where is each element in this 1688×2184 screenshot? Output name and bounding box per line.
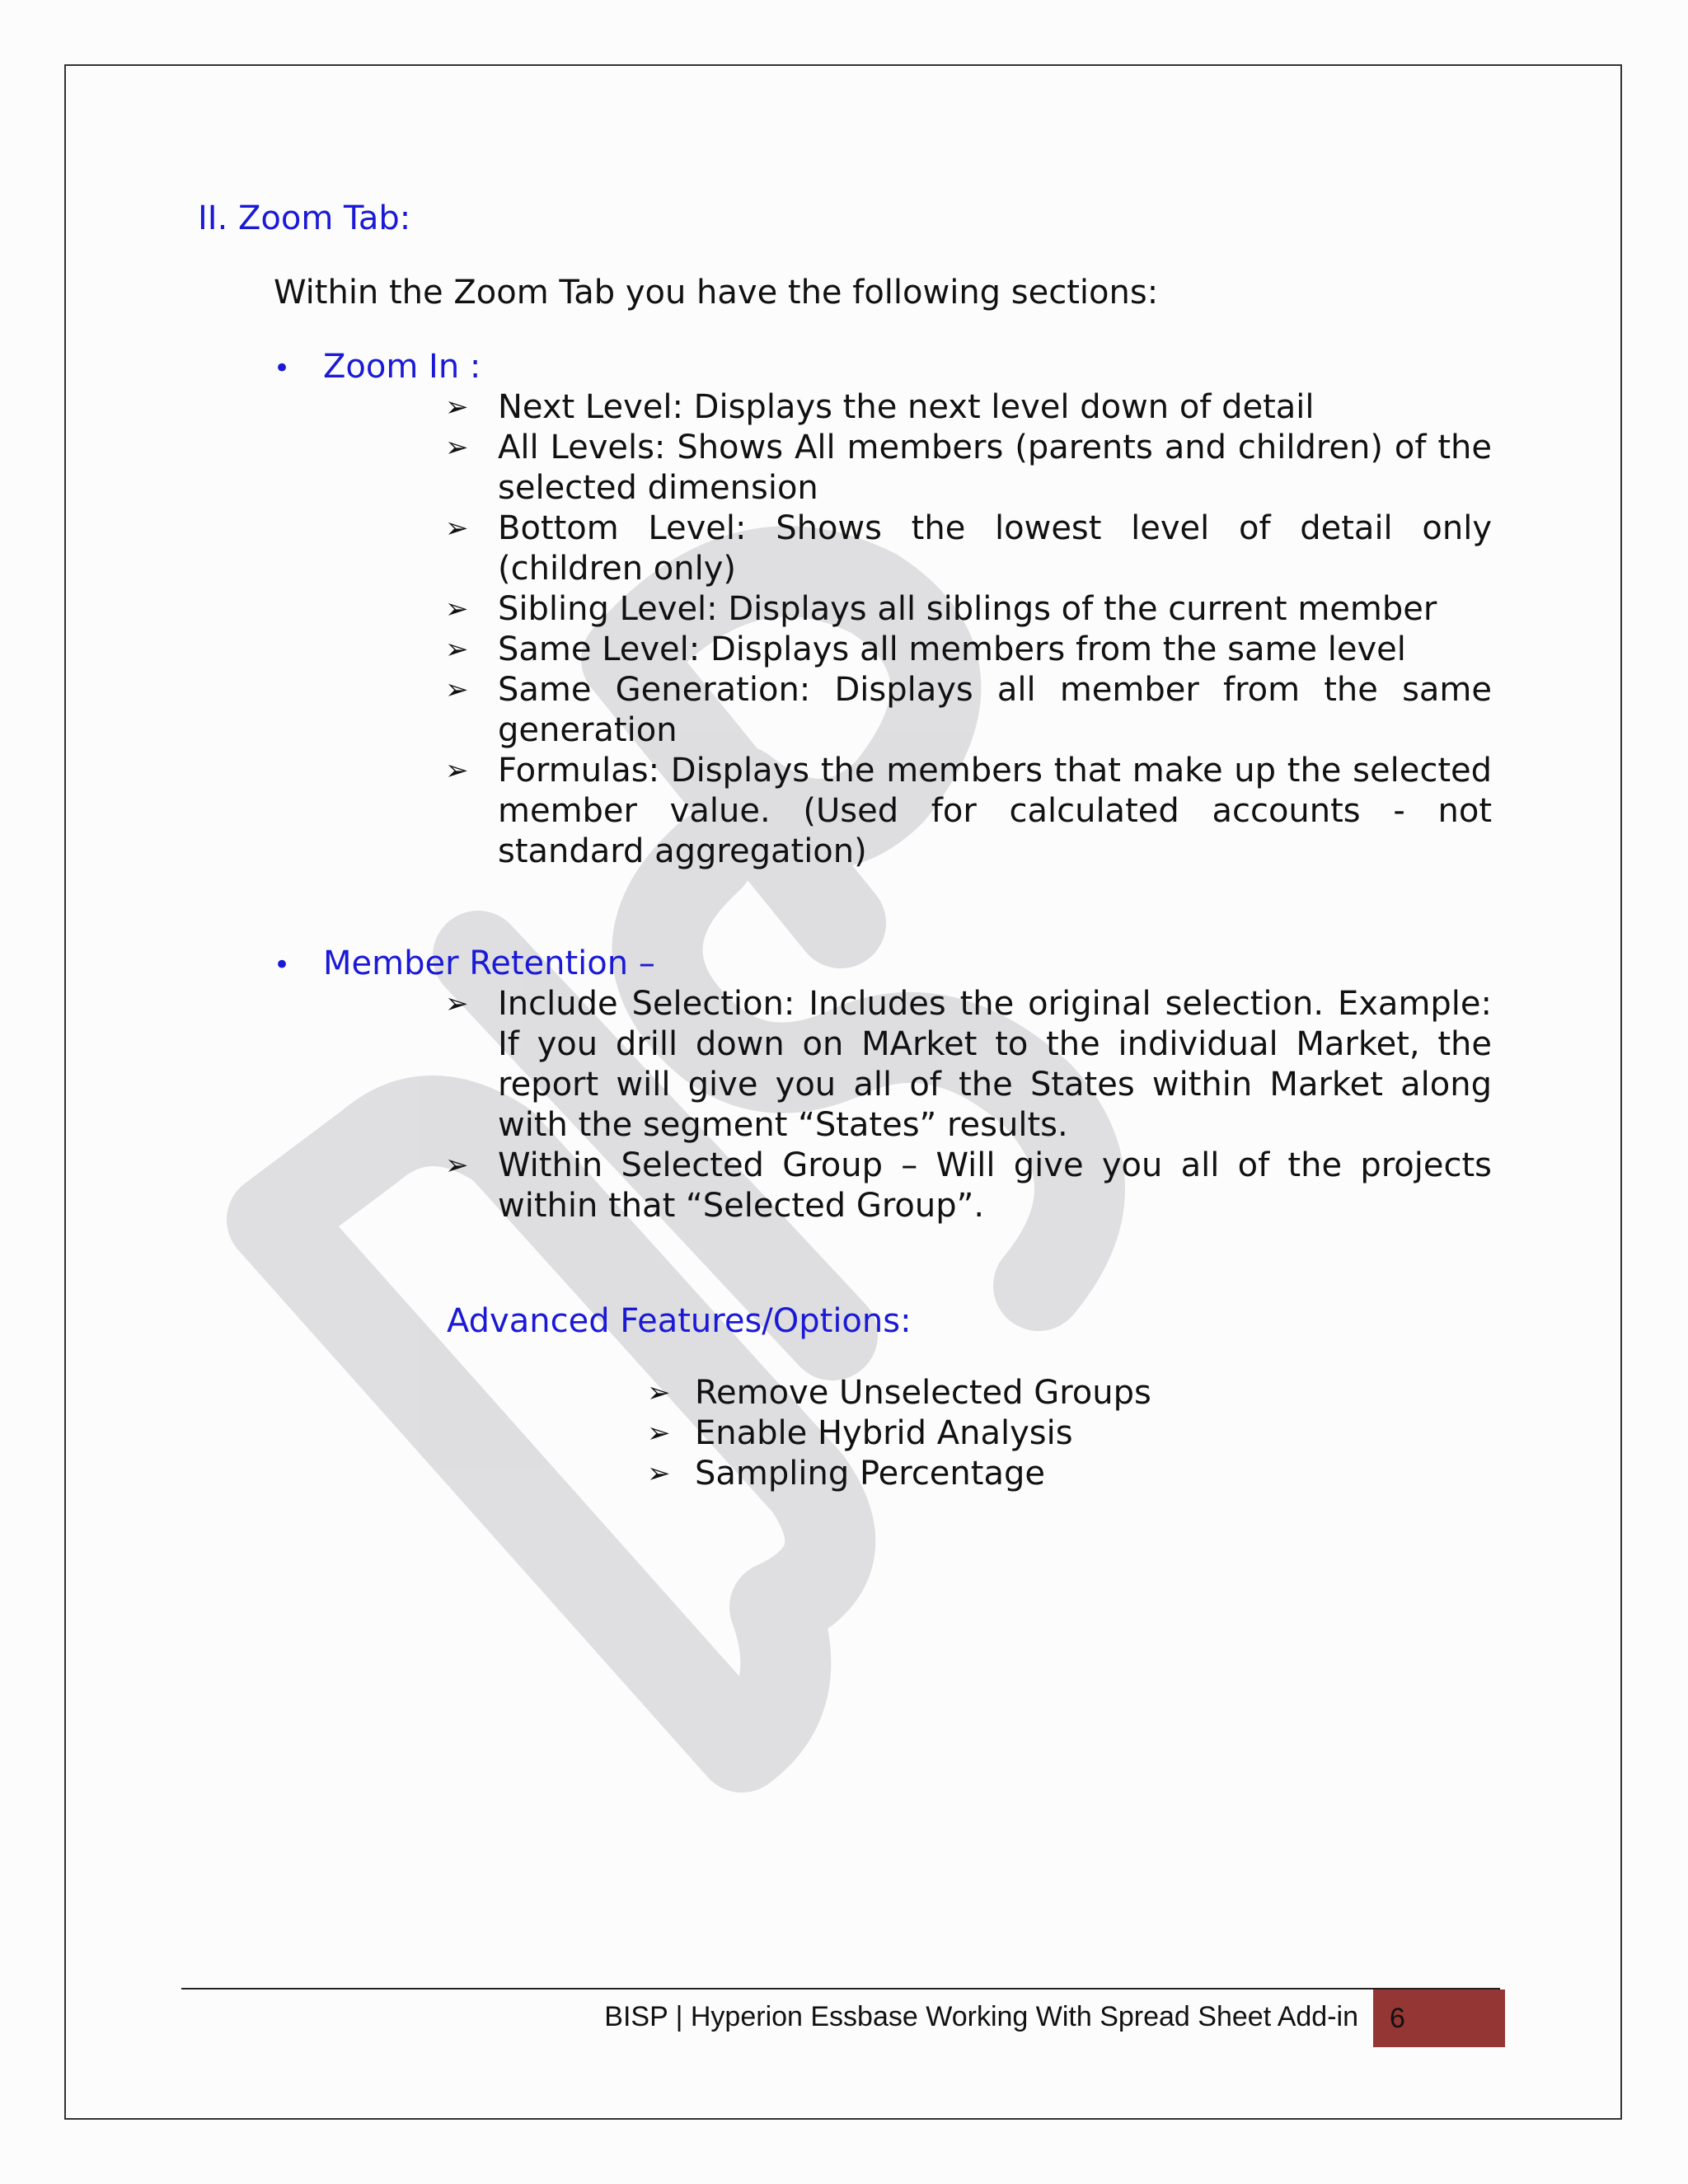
member-retention-heading — [274, 944, 655, 982]
list-item: ➢ Sampling Percentage — [647, 1455, 1045, 1493]
list-item: ➢ Formulas: Displays the members that make up the selected member value. (Used for calculated accounts - not standard aggregation) — [445, 752, 1492, 870]
advanced-heading: Advanced Features/Options: — [447, 1302, 912, 1340]
list-item: ➢ Next Level: Displays the next level down of detail — [445, 388, 1315, 426]
arrow-bullet-icon: ➢ — [445, 512, 469, 545]
zoom-in-heading — [274, 348, 481, 386]
arrow-bullet-icon: ➢ — [445, 431, 469, 464]
arrow-bullet-icon: ➢ — [445, 593, 469, 626]
arrow-bullet-icon: ➢ — [647, 1417, 671, 1450]
list-item: ➢ All Levels: Shows All members (parents and children) of the selected dimension — [445, 429, 1492, 507]
footer-divider — [181, 1988, 1500, 1990]
footer-text: BISP | Hyperion Essbase Working With Spread Sheet Add-in — [604, 2001, 1358, 2032]
member-retention-heading-label: Member Retention – — [323, 944, 655, 982]
zoom-in-heading-label: Zoom In : — [323, 348, 481, 386]
bullet-icon: • — [274, 352, 291, 385]
list-item: ➢ Sibling Level: Displays all siblings of the current member — [445, 590, 1437, 628]
bullet-icon: • — [274, 949, 291, 982]
section-intro: Within the Zoom Tab you have the following sections: — [274, 274, 1159, 312]
advanced-list — [647, 1373, 1151, 1494]
list-item: ➢ Include Selection: Includes the original selection. Example: If you drill down on MArket to the individual Market, the report will give you all of the States within Market along with the segment “States” results. — [445, 985, 1492, 1144]
arrow-bullet-icon: ➢ — [445, 987, 469, 1020]
arrow-bullet-icon: ➢ — [445, 754, 469, 787]
list-item: ➢ Within Selected Group – Will give you all of the projects within that “Selected Group”. — [445, 1146, 1492, 1225]
list-item: ➢ Bottom Level: Shows the lowest level of detail only (children only) — [445, 509, 1492, 588]
arrow-bullet-icon: ➢ — [445, 633, 469, 666]
arrow-bullet-icon: ➢ — [647, 1457, 671, 1490]
list-item: ➢ Enable Hybrid Analysis — [647, 1414, 1073, 1452]
arrow-bullet-icon: ➢ — [445, 391, 469, 424]
arrow-bullet-icon: ➢ — [445, 673, 469, 706]
arrow-bullet-icon: ➢ — [647, 1376, 671, 1409]
member-retention-list — [445, 984, 1492, 1226]
page-number: 6 — [1373, 1990, 1505, 2047]
list-item: ➢ Remove Unselected Groups — [647, 1374, 1151, 1412]
section-title: II. Zoom Tab: — [198, 199, 411, 237]
list-item: ➢ Same Level: Displays all members from the same level — [445, 630, 1406, 668]
arrow-bullet-icon: ➢ — [445, 1149, 469, 1182]
list-item: ➢ Same Generation: Displays all member from the same generation — [445, 671, 1492, 749]
zoom-in-list — [445, 387, 1492, 872]
